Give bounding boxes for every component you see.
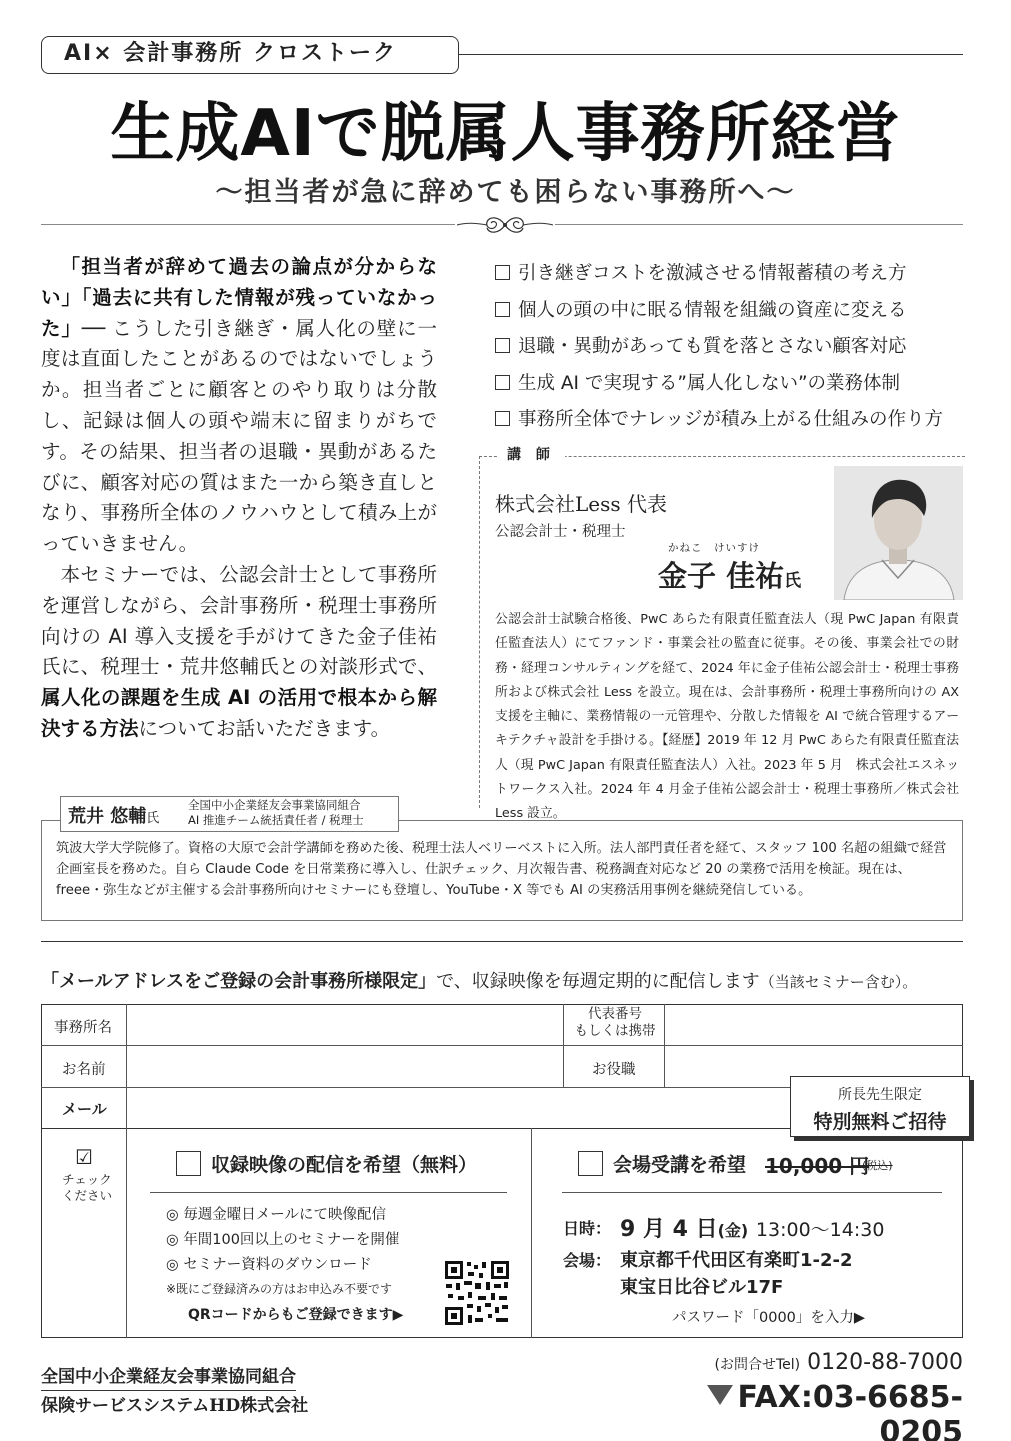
role-label: お役職 xyxy=(592,1062,636,1078)
option-video xyxy=(176,1150,477,1177)
check-text-2: ください xyxy=(61,1188,112,1203)
form-col-line xyxy=(126,1004,127,1338)
speaker2-aff-line2: AI 推進チーム統括責任者 / 税理士 xyxy=(188,813,364,827)
tel-label: (お問合せTel) xyxy=(714,1357,801,1373)
benefit-item: ◎ 年間100回以上のセミナーを開催 xyxy=(166,1232,400,1248)
phone-label-1: 代表番号 xyxy=(588,1006,642,1022)
form-col-line xyxy=(563,1004,564,1087)
checklist-text: 事務所全体でナレッジが積み上がる仕組みの作り方 xyxy=(518,409,943,430)
check-text-1: チェック xyxy=(62,1172,112,1187)
speaker2-name xyxy=(68,802,159,828)
check-mark-icon: ☑ xyxy=(75,1145,93,1169)
speaker2-affiliation xyxy=(188,798,364,828)
name-label: お名前 xyxy=(62,1062,106,1078)
lecturer-label: 講 師 xyxy=(497,444,565,464)
benefit-list xyxy=(166,1203,399,1278)
checkbox-icon xyxy=(495,411,510,426)
option-venue-rule xyxy=(562,1192,942,1193)
checklist-item xyxy=(495,293,965,330)
tel-number[interactable]: 0120-88-7000 xyxy=(807,1350,963,1375)
lecturer-credentials: 公認会計士・税理士 xyxy=(495,524,626,540)
special-invite-badge xyxy=(790,1076,970,1137)
delivery-notice xyxy=(41,967,976,993)
notice-text: で、収録映像を毎週定期的に配信します xyxy=(436,971,760,992)
lecturer-company: 株式会社Less 代表 xyxy=(495,492,668,516)
checkbox-icon xyxy=(495,265,510,280)
option-video-label: 収録映像の配信を希望（無料） xyxy=(211,1154,478,1176)
venue-building: 東宝日比谷ビル17F xyxy=(620,1277,784,1298)
date-weekday: (金) xyxy=(717,1221,749,1240)
lecturer-ruby: かねこ けいすけ xyxy=(668,542,760,554)
option-video-rule xyxy=(150,1192,507,1193)
page-subtitle: 〜担当者が急に辞めても困らない事務所へ〜 xyxy=(215,177,796,208)
qr-code-icon[interactable] xyxy=(444,1260,510,1326)
mail-label: メール xyxy=(62,1100,107,1118)
checklist-item xyxy=(495,366,965,403)
header-tag: AI× 会計事務所 クロストーク xyxy=(41,36,459,74)
checklist-text: 退職・異動があっても質を落とさない顧客対応 xyxy=(518,336,907,357)
venue-label: 会場： xyxy=(563,1251,612,1270)
speaker2-name-text: 荒井 悠輔 xyxy=(68,806,147,827)
office-field[interactable] xyxy=(128,1006,562,1044)
form-col-line xyxy=(531,1128,532,1338)
phone-field[interactable] xyxy=(666,1006,962,1044)
checklist-item xyxy=(495,256,965,293)
organizer-1: 全国中小企業経友会事業協同組合 xyxy=(41,1362,296,1391)
checklist-item xyxy=(495,402,965,439)
form-col-line xyxy=(664,1004,665,1087)
topic-checklist xyxy=(495,256,965,439)
registration-note: ※既にご登録済みの方はお申込み不要です xyxy=(166,1282,393,1296)
checkbox-icon xyxy=(495,302,510,317)
intro-paragraph-1 xyxy=(41,252,437,560)
contact-fax xyxy=(653,1380,963,1441)
header-rule xyxy=(459,54,963,55)
venue-address: 東京都千代田区有楽町1-2-2 xyxy=(620,1250,853,1271)
original-price: 10,000 円 xyxy=(765,1154,870,1178)
page-title: 生成AIで脱属人事務所経営 xyxy=(110,97,901,171)
checklist-item xyxy=(495,329,965,366)
badge-line1: 所長先生限定 xyxy=(838,1087,922,1103)
intro-quote: 「担当者が辞めて過去の論点が分からない」「過去に共有した情報が残っていなかった」 xyxy=(41,255,437,340)
phone-label-2: もしくは携帯 xyxy=(574,1023,656,1039)
option-venue xyxy=(578,1150,746,1177)
portrait-image xyxy=(834,466,963,600)
contact-tel xyxy=(693,1350,963,1375)
qr-caption: QRコードからもご登録できます▶ xyxy=(188,1307,404,1323)
date-label: 日時： xyxy=(563,1219,612,1238)
notice-small: （当該セミナー含む）。 xyxy=(759,973,918,991)
intro-body: ── こうした引き継ぎ・属人化の壁に一度は直面したことがあるのではないでしょうか。担当者ごとに顧客とのやり取りは分散し、記録は個人の頭や端末に留まりがちです。その結果、担当者の退職・異動があるたびに、顧客対応の質はまた一から築き直しとなり、事務所全体のノウハウとして積み上がっていきません。 xyxy=(41,316,437,556)
notice-highlight: 「メールアドレスをご登録の会計事務所様限定」 xyxy=(41,971,437,992)
ornament-icon xyxy=(455,210,555,240)
checkbox-icon xyxy=(495,375,510,390)
checklist-text: 引き継ぎコストを激減させる情報蓄積の考え方 xyxy=(518,263,907,284)
lecturer-photo xyxy=(834,466,963,600)
password-note: パスワード「0000」を入力▶ xyxy=(672,1310,866,1326)
mail-field[interactable] xyxy=(128,1089,788,1127)
speaker2-bio: 筑波大学大学院修了。資格の大原で会計学講師を務めた後、税理士法人ベリーベストに入所。法人部門責任者を経て、スタッフ 100 名超の組織で経営企画室長を務めた。自ら Claude Code を日常業務に導入し、仕訳チェック、月次報告書、税務調査対応など 20 の業務で活用を検証。現在は、freee・弥生などが主催する会計事務所向けセミナーにも登壇し、YouTube・X 等でも AI の実務活用事例を継続発信している。 xyxy=(56,841,947,898)
intro-text xyxy=(41,252,437,745)
lecturer-name-text: 金子 佳祐 xyxy=(658,559,785,593)
name-field[interactable] xyxy=(128,1047,562,1086)
phone-label xyxy=(568,1006,662,1040)
benefit-item: ◎ セミナー資料のダウンロード xyxy=(166,1257,372,1273)
intro-highlight: 属人化の課題を生成 AI の活用で根本から解決する方法 xyxy=(41,686,437,740)
section-divider xyxy=(41,941,963,942)
event-date xyxy=(620,1212,884,1243)
intro-body-2b: についてお話いただきます。 xyxy=(138,716,391,740)
price-tax-note: (税込) xyxy=(862,1159,893,1172)
checklist-text: 生成 AI で実現する”属人化しない”の業務体制 xyxy=(518,372,901,394)
video-checkbox[interactable] xyxy=(176,1151,201,1176)
venue-checkbox[interactable] xyxy=(578,1151,603,1176)
check-instruction xyxy=(48,1172,126,1204)
date-time: 13:00〜14:30 xyxy=(755,1219,885,1241)
office-label: 事務所名 xyxy=(54,1020,112,1036)
speaker2-honorific: 氏 xyxy=(146,811,160,826)
badge-line2: 特別無料ご招待 xyxy=(813,1111,947,1133)
lecturer-name xyxy=(658,554,801,595)
organizer-2: 保険サービスシステムHD株式会社 xyxy=(41,1396,309,1416)
lecturer-bio: 公認会計士試験合格後、PwC あらた有限責任監査法人（現 PwC Japan 有限責任監査法人）にてファンド・事業会社の監査に従事。その後、事業会社での財務・経理コンサルティングを経て、2024 年に金子佳祐公認会計士・税理士事務所および株式会社 Less を設立。現在は、会計事務所・税理士事務所向けの AX 支援を主軸に、業務情報の一元管理や、分散した情報を AI で統合管理するアーキテクチャ設計を手掛ける。【経歴】2019 年 12 月 PwC あらた有限責任監査法人（現 PwC Japan 有限責任監査法人）入社。2023 年 5 月 株式会社エスネットワークス入社。2024 年 4 月金子佳祐公認会計士・税理士事務所／株式会社 Less 設立。 xyxy=(495,612,959,822)
checklist-text: 個人の頭の中に眠る情報を組織の資産に変える xyxy=(518,299,907,321)
form-row-line xyxy=(41,1045,963,1046)
speaker2-aff-line1: 全国中小企業経友会事業協同組合 xyxy=(188,798,361,812)
triangle-down-icon xyxy=(707,1385,733,1405)
checkbox-icon xyxy=(495,338,510,353)
date-main: 9 月 4 日 xyxy=(620,1217,718,1242)
option-venue-label: 会場受講を希望 xyxy=(613,1154,747,1176)
benefit-item: ◎ 毎週金曜日メールにて映像配信 xyxy=(166,1207,386,1223)
intro-paragraph-2 xyxy=(41,560,437,745)
intro-body-2a: 本セミナーでは、公認会計士として事務所を運営しながら、会計事務所・税理士事務所向けの AI 導入支援を手がけてきた金子佳祐氏に、税理士・荒井悠輔氏との対談形式で、 xyxy=(41,562,437,679)
role-field[interactable] xyxy=(666,1047,786,1086)
lecturer-honorific: 氏 xyxy=(784,571,802,591)
fax-number: FAX:03-6685-0205 xyxy=(737,1380,963,1441)
